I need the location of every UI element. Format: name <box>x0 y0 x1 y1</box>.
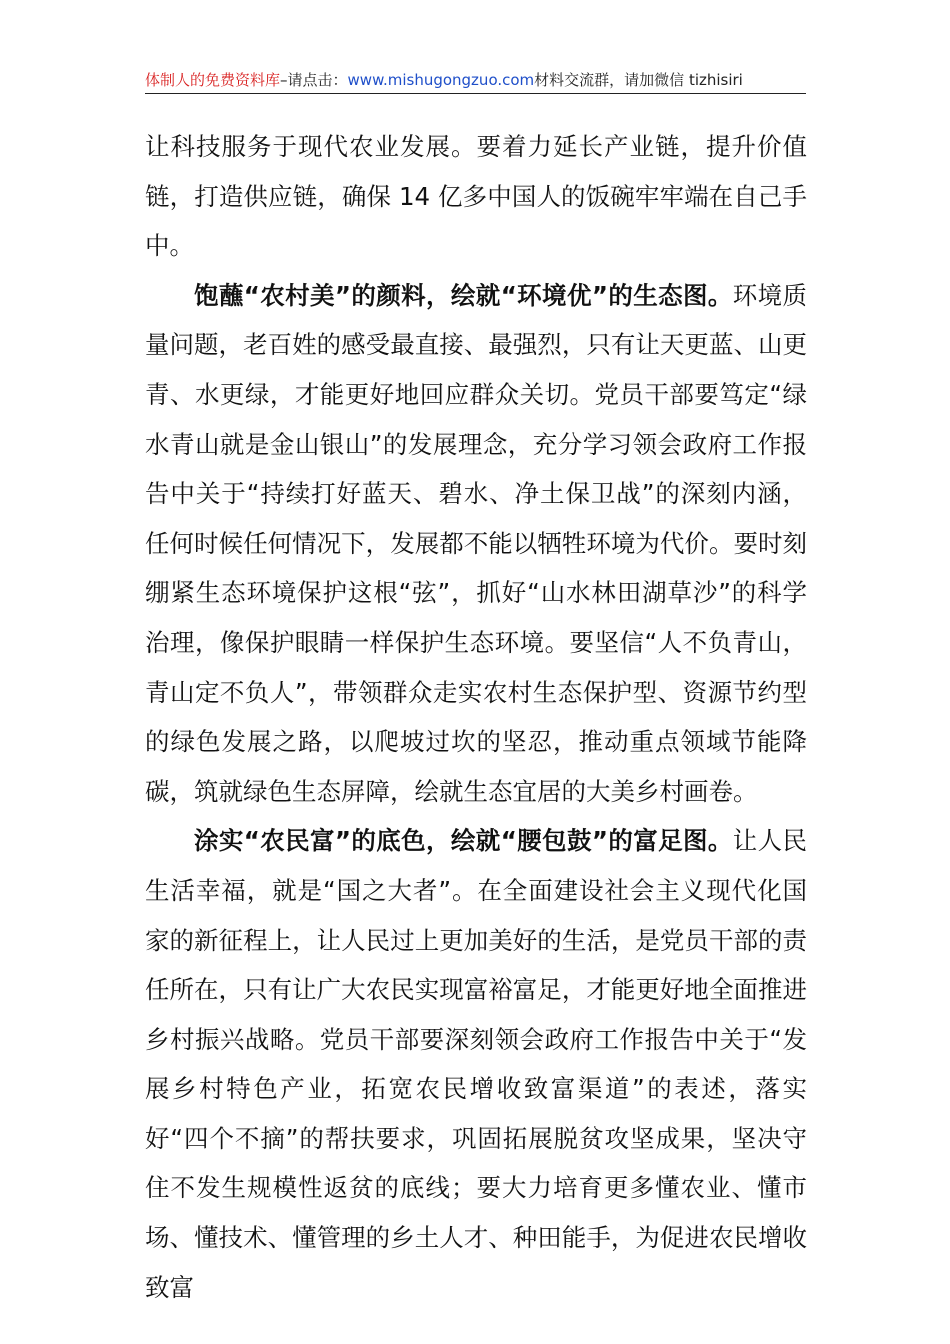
paragraph-3-text: 让人民生活幸福，就是“国之大者”。在全面建设社会主义现代化国家的新征程上，让人民过上更加美好的生活，是党员干部的责任所在，只有让广大农民实现富裕富足，才能更好地全面推进乡村振兴战略。党员干部要深刻领会政府工作报告中关于“发展乡村特色产业，拓宽农民增收致富渠道”的表述，落实好“四个不摘”的帮扶要求，巩固拓展脱贫攻坚成果，坚决守住不发生规模性返贫的底线；要大力培育更多懂农业、懂市场、懂技术、懂管理的乡土人才、种田能手，为促进农民增收致富 <box>145 826 808 1302</box>
paragraph-2 <box>145 271 807 817</box>
page-header <box>145 69 806 94</box>
header-url-link[interactable]: www.mishugongzuo.com <box>347 71 535 89</box>
header-brand: 体制人的免费资料库 <box>145 71 281 89</box>
paragraph-2-heading: 饱蘸“农村美”的颜料，绘就“环境优”的生态图。 <box>194 280 733 310</box>
header-click-prompt: –请点击： <box>280 71 348 89</box>
paragraph-3-heading: 涂实“农民富”的底色，绘就“腰包鼓”的富足图。 <box>194 826 733 856</box>
header-contact-note: 材料交流群，请加微信 tizhisiri <box>534 71 743 89</box>
document-body <box>145 122 807 1312</box>
paragraph-1 <box>145 122 807 271</box>
paragraph-2-text: 环境质量问题，老百姓的感受最直接、最强烈，只有让天更蓝、山更青、水更绿，才能更好地回应群众关切。党员干部要笃定“绿水青山就是金山银山”的发展理念，充分学习领会政府工作报告中关于“持续打好蓝天、碧水、净土保卫战”的深刻内涵，任何时候任何情况下，发展都不能以牺牲环境为代价。要时刻绷紧生态环境保护这根“弦”，抓好“山水林田湖草沙”的科学治理，像保护眼睛一样保护生态环境。要坚信“人不负青山，青山定不负人”，带领群众走实农村生态保护型、资源节约型的绿色发展之路，以爬坡过坎的坚忍，推动重点领域节能降碳，筑就绿色生态屏障，绘就生态宜居的大美乡村画卷。 <box>145 280 808 806</box>
paragraph-3 <box>145 816 807 1312</box>
paragraph-1-text: 让科技服务于现代农业发展。要着力延长产业链，提升价值链，打造供应链，确保 14 亿多中国人的饭碗牢牢端在自己手中。 <box>145 132 807 261</box>
